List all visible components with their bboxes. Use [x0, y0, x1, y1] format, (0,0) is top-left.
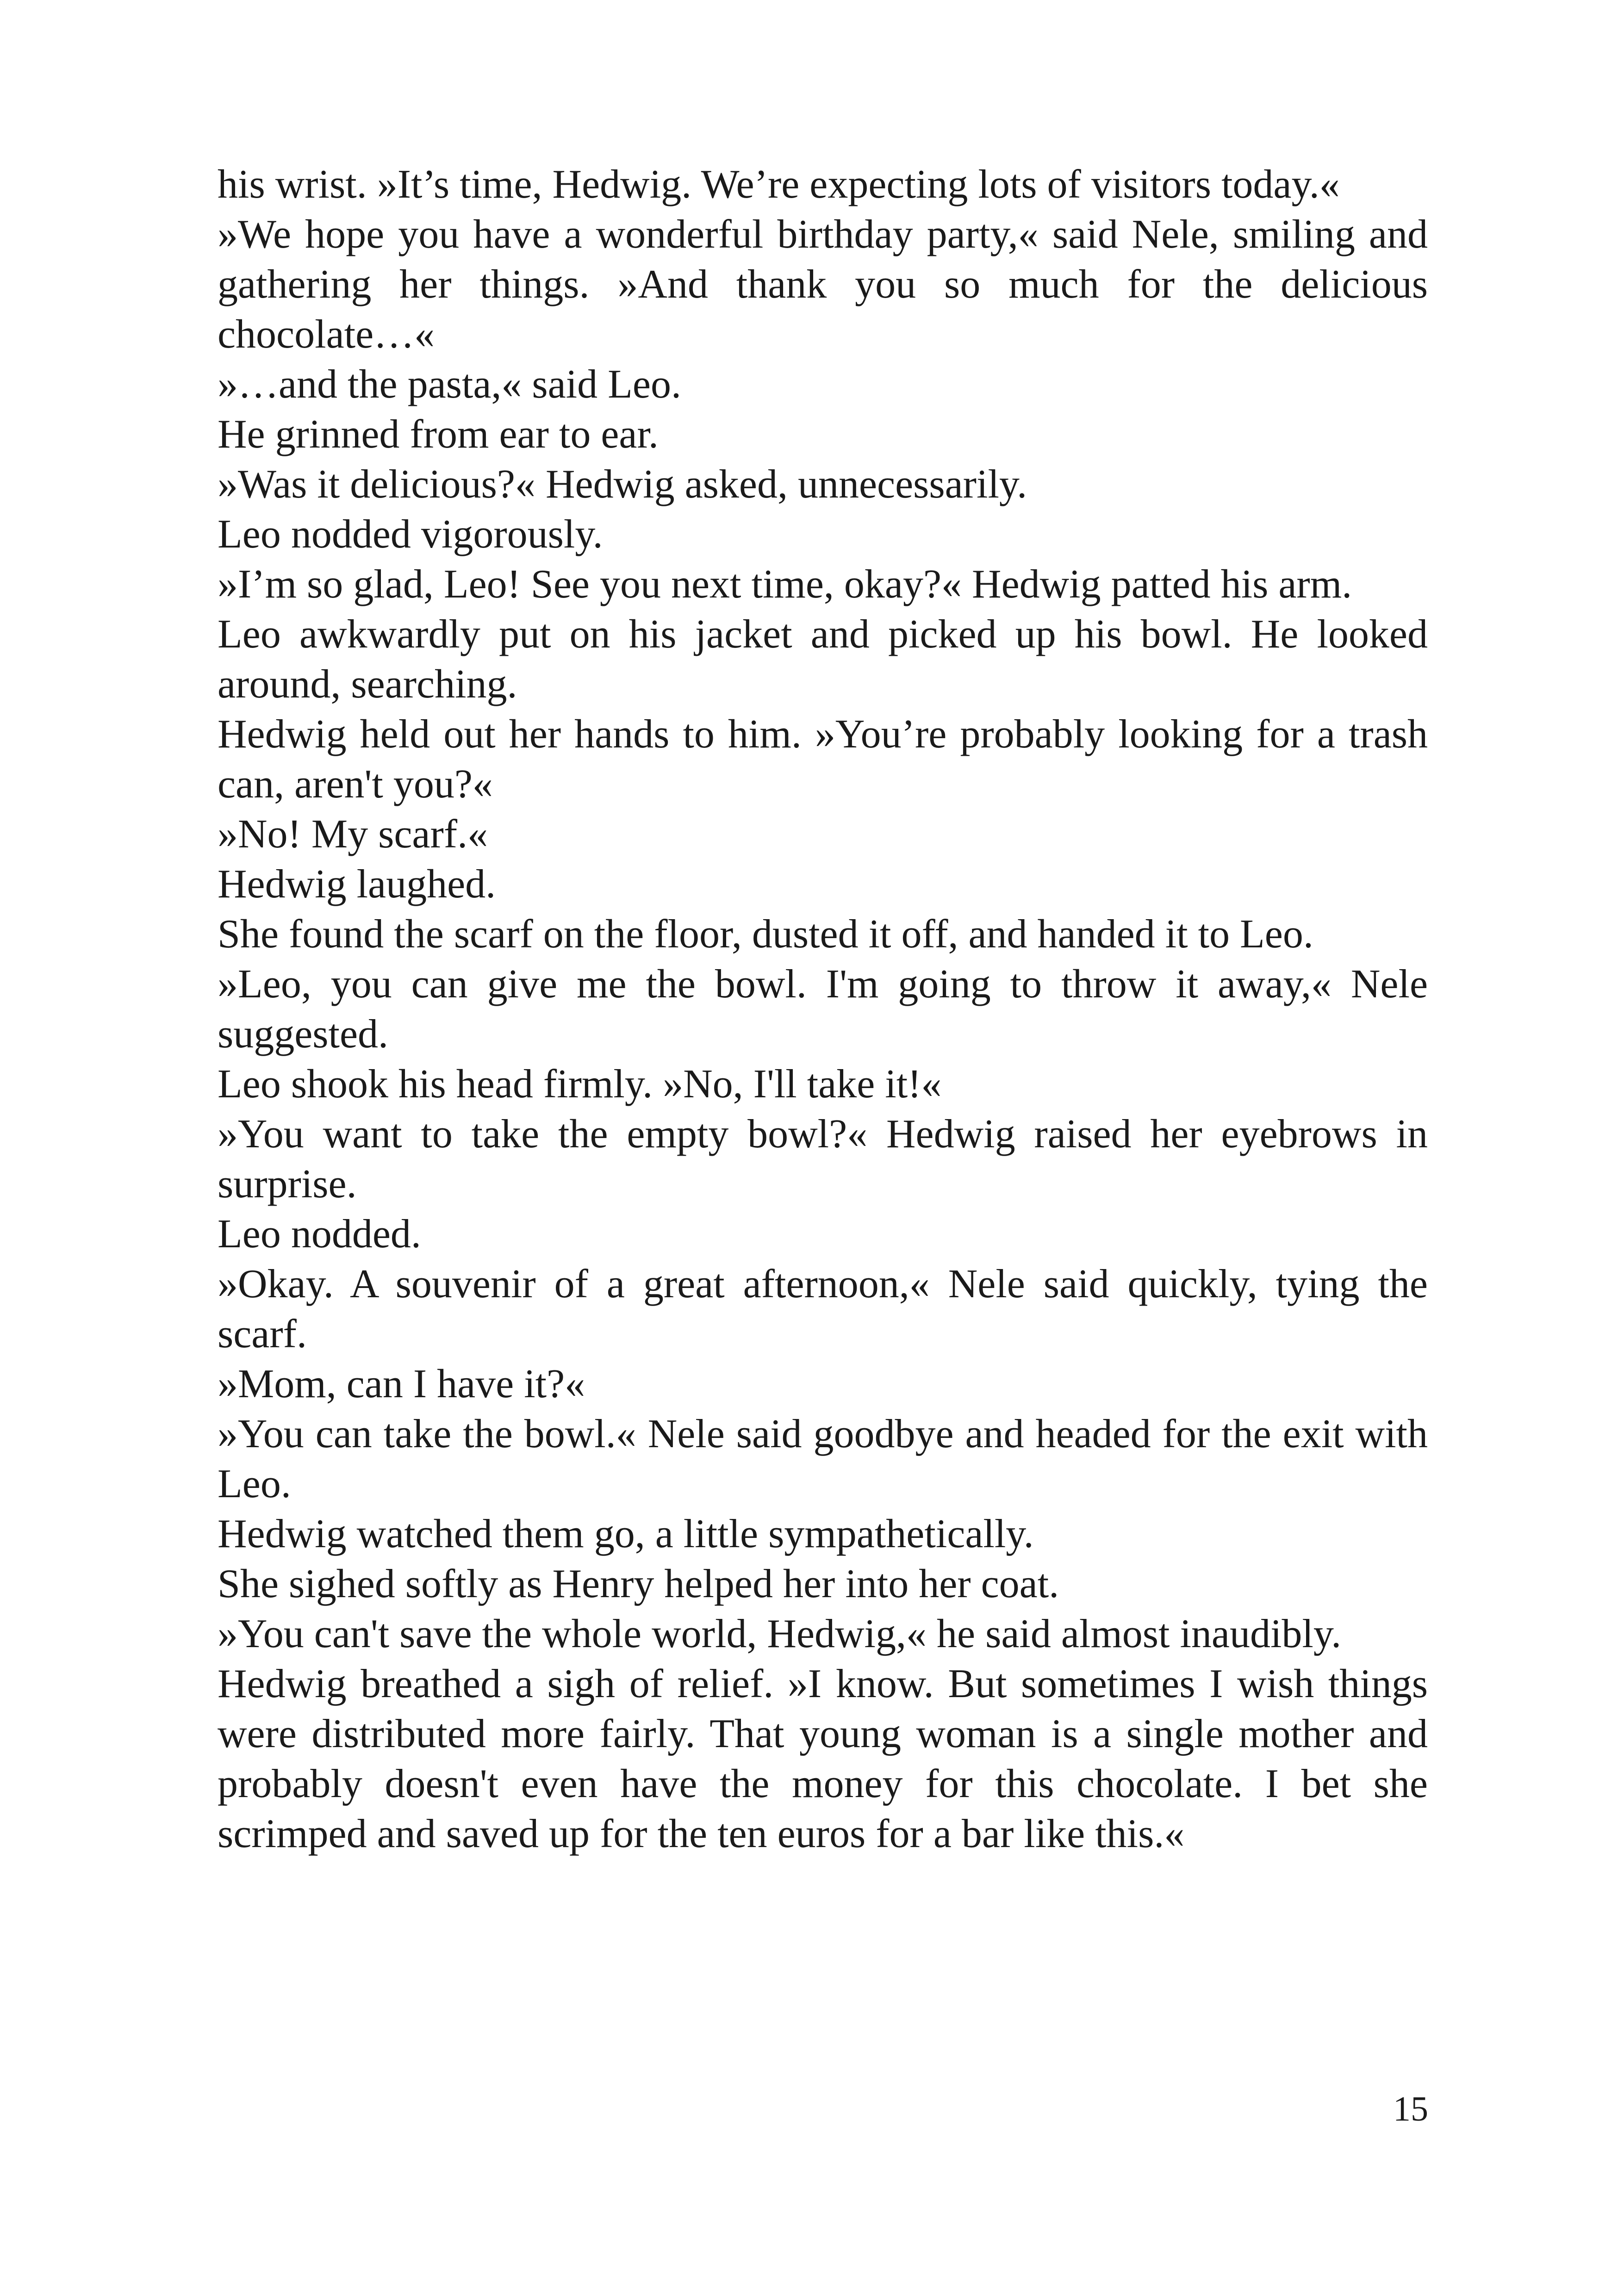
paragraph: Leo nodded vigorously.	[218, 512, 603, 557]
paragraph: Hedwig breathed a sigh of relief. »I know. But sometimes I wish things were distributed more fairly. That young woman is a single mother and probably doesn't even have the money for this chocolate. I bet she scrimped and saved up for the ten euros for a bar like this.«	[218, 1661, 1428, 1856]
body-text	[218, 160, 1428, 1859]
paragraph: »We hope you have a wonderful birthday party,« said Nele, smiling and gathering her things. »And thank you so much for the delicious chocolate…«	[218, 212, 1428, 357]
paragraph: Hedwig held out her hands to him. »You’re probably looking for a trash can, aren't you?«	[218, 712, 1428, 807]
paragraph: »Leo, you can give me the bowl. I'm going to throw it away,« Nele suggested.	[218, 962, 1428, 1057]
paragraph: Hedwig laughed.	[218, 862, 496, 907]
paragraph: Leo shook his head firmly. »No, I'll take it!«	[218, 1062, 942, 1107]
paragraph: »I’m so glad, Leo! See you next time, okay?« Hedwig patted his arm.	[218, 562, 1352, 607]
paragraph: his wrist. »It’s time, Hedwig. We’re expecting lots of visitors today.«	[218, 162, 1340, 207]
paragraph: »Okay. A souvenir of a great afternoon,« Nele said quickly, tying the scarf.	[218, 1262, 1428, 1356]
paragraph: »Was it delicious?« Hedwig asked, unnecessarily.	[218, 462, 1027, 507]
paragraph: »Mom, can I have it?«	[218, 1362, 585, 1406]
paragraph: She found the scarf on the floor, dusted it off, and handed it to Leo.	[218, 912, 1313, 957]
paragraph: He grinned from ear to ear.	[218, 412, 659, 457]
paragraph: »You want to take the empty bowl?« Hedwig raised her eyebrows in surprise.	[218, 1112, 1428, 1207]
paragraph: Leo nodded.	[218, 1212, 421, 1257]
paragraph: »No! My scarf.«	[218, 812, 488, 857]
page-number: 15	[1393, 2090, 1428, 2128]
paragraph: Leo awkwardly put on his jacket and picked up his bowl. He looked around, searching.	[218, 612, 1428, 707]
paragraph: »You can take the bowl.« Nele said goodbye and headed for the exit with Leo.	[218, 1412, 1428, 1506]
paragraph: »…and the pasta,« said Leo.	[218, 362, 681, 407]
paragraph: Hedwig watched them go, a little sympathetically.	[218, 1512, 1034, 1556]
paragraph: »You can't save the whole world, Hedwig,« he said almost inaudibly.	[218, 1612, 1342, 1656]
paragraph: She sighed softly as Henry helped her into her coat.	[218, 1562, 1059, 1606]
